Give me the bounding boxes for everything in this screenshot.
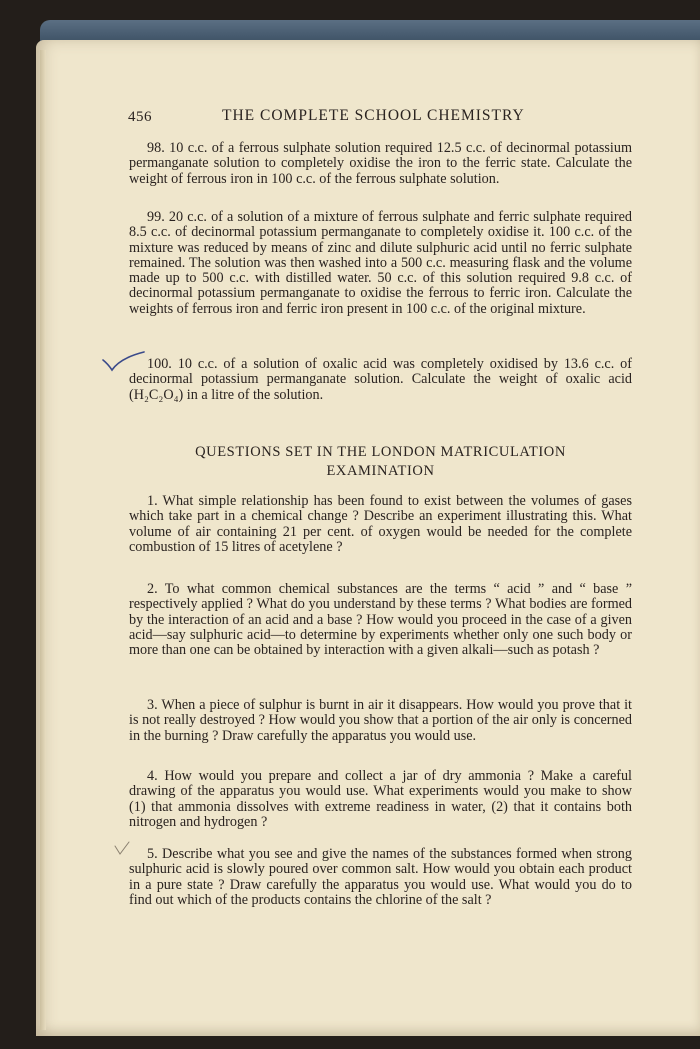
question-5: 5. Describe what you see and give the names of the substances formed when strong sulphuric acid is slowly poured over common salt. How would you obtain each product in a pure state ? Draw carefully the apparatus you would use. What would you do to find out which of the products contains the chlorine of the salt ? bbox=[129, 846, 632, 908]
problem-100: 100. 10 c.c. of a solution of oxalic acid was completely oxidised by 13.6 c.c. of decinormal potassium permanganate solution. Calculate the weight of oxalic acid (H₂C₂O₄) in a litre of the solution. bbox=[129, 356, 632, 403]
problem-98: 98. 10 c.c. of a ferrous sulphate solution required 12.5 c.c. of decinormal potassium permanganate solution to completely oxidise the iron to the ferric state. Calculate the weight of ferrous iron in 100 c.c. of the ferrous sulphate solution. bbox=[129, 140, 632, 187]
question-2: 2. To what common chemical substances are the terms “ acid ” and “ base ” respectively applied ? What do you understand by these terms ? What bodies are formed by the interaction of an acid and a base ? How would you proceed in the case of a given acid—say sulphuric acid—to determine by experiments whether only one such body or more than one can be obtained by interaction with a given alkali—such as potash ? bbox=[129, 581, 632, 659]
page-gutter-shadow bbox=[40, 50, 46, 1030]
running-title: THE COMPLETE SCHOOL CHEMISTRY bbox=[222, 107, 525, 124]
problem-99: 99. 20 c.c. of a solution of a mixture of ferrous sulphate and ferric sulphate required 8.5 c.c. of decinormal potassium permanganate to completely oxidise it. 100 c.c. of the mixture was reduced by means of zinc and dilute sulphuric acid until no ferric sulphate remained. The solution was then washed into a 500 c.c. measuring flask and the volume made up to 500 c.c. with distilled water. 50 c.c. of this solution required 9.8 c.c. of decinormal potassium permanganate to oxidise the ferrous to ferric iron. Calculate the weights of ferrous iron and ferric iron present in 100 c.c. of the original mixture. bbox=[129, 209, 632, 317]
pencil-check-mark-icon bbox=[100, 350, 148, 376]
page-number: 456 bbox=[128, 109, 152, 125]
question-3: 3. When a piece of sulphur is burnt in air it disappears. How would you prove that it is not really destroyed ? How would you show that a portion of the air only is concerned in the burning ? Draw carefully the apparatus you would use. bbox=[129, 697, 632, 744]
question-4: 4. How would you prepare and collect a jar of dry ammonia ? Make a careful drawing of the apparatus you would use. What experiments would you make to show (1) that ammonia dissolves with extreme readiness in water, (2) that it contains both nitrogen and hydrogen ? bbox=[129, 768, 632, 830]
question-1: 1. What simple relationship has been found to exist between the volumes of gases which take part in a chemical change ? Describe an experiment illustrating this. What volume of air containing 21 per cent. of oxygen would be needed for the complete combustion of 15 litres of acetylene ? bbox=[129, 493, 632, 555]
section-heading-line-2: EXAMINATION bbox=[326, 463, 435, 479]
section-heading-line-1: QUESTIONS SET IN THE LONDON MATRICULATION bbox=[195, 444, 566, 460]
page-header bbox=[128, 106, 628, 128]
